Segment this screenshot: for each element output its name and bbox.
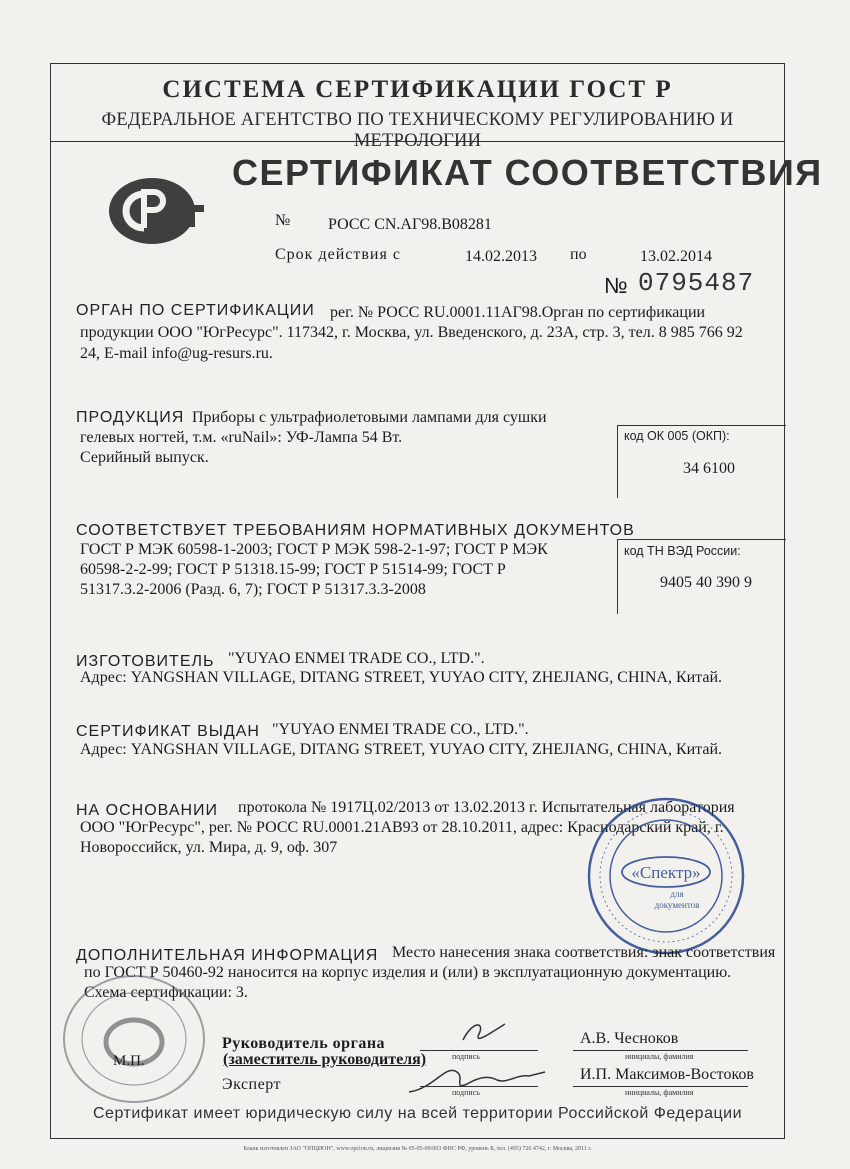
head-label: Руководитель органа — [222, 1035, 386, 1052]
mp-label: М.П. — [113, 1053, 145, 1069]
additional-line3: Схема сертификации: 3. — [84, 984, 248, 1001]
expert-name-caption: инициалы, фамилия — [625, 1088, 694, 1097]
cert-body-line3: 24, E-mail info@ug-resurs.ru. — [80, 345, 273, 362]
expert-name: И.П. Максимов-Востоков — [580, 1066, 754, 1083]
reg-number: РОСС CN.АГ98.В08281 — [328, 216, 492, 233]
validity-label: Срок действия с — [275, 246, 401, 263]
number-sign: № — [275, 212, 291, 229]
basis-line3: Новороссийск, ул. Мира, д. 9, оф. 307 — [80, 839, 338, 856]
product-label: ПРОДУКЦИЯ — [76, 409, 185, 426]
manufacturer-address: Адрес: YANGSHAN VILLAGE, DITANG STREET, YUYAO CITY, ZHEJIANG, CHINA, Китай. — [80, 669, 723, 686]
expert-signature — [405, 1058, 555, 1100]
cert-body-label: ОРГАН ПО СЕРТИФИКАЦИИ — [76, 302, 315, 319]
basis-label: НА ОСНОВАНИИ — [76, 802, 219, 819]
stamp-center-text: «Спектр» — [631, 863, 701, 882]
cert-body-line1: рег. № РОСС RU.0001.11АГ98.Орган по сертификации — [330, 304, 706, 321]
deputy-label: (заместитель руководителя) — [223, 1051, 427, 1068]
product-line1: Приборы с ультрафиолетовыми лампами для сушки — [192, 409, 547, 426]
legal-footer: Сертификат имеет юридическую силу на всей территории Российской Федерации — [92, 1105, 742, 1122]
agency-header: ФЕДЕРАЛЬНОЕ АГЕНТСТВО ПО ТЕХНИЧЕСКОМУ РЕГУЛИРОВАНИЮ И МЕТРОЛОГИИ — [101, 110, 734, 151]
spektr-stamp — [585, 795, 747, 957]
manufacturer-name: "YUYAO ENMEI TRADE CO., LTD.". — [228, 650, 485, 667]
additional-line1: Место нанесения знака соответствия: знак соответствия — [392, 944, 776, 961]
system-header: СИСТЕМА СЕРТИФИКАЦИИ ГОСТ Р — [162, 76, 673, 103]
okp-label: код ОК 005 (ОКП): — [624, 429, 730, 443]
expert-label: Эксперт — [222, 1076, 281, 1093]
expert-signature-caption: подпись — [452, 1088, 480, 1097]
manufacturer-label: ИЗГОТОВИТЕЛЬ — [76, 653, 215, 670]
head-signature-line — [420, 1050, 538, 1051]
tnved-label: код ТН ВЭД России: — [624, 544, 741, 558]
to-label: по — [570, 246, 587, 263]
standards-line3: 51317.3.2-2006 (Разд. 6, 7); ГОСТ Р 51317.3.3-2008 — [80, 581, 426, 598]
standards-line1: ГОСТ Р МЭК 60598-1-2003; ГОСТ Р МЭК 598-2-1-97; ГОСТ Р МЭК — [80, 541, 548, 558]
stamp-sub1: для — [670, 889, 684, 899]
blank-number: 0795487 — [638, 268, 755, 298]
head-signature-caption: подпись — [452, 1052, 480, 1061]
tnved-value: 9405 40 390 9 — [660, 574, 752, 591]
valid-from: 14.02.2013 — [465, 248, 537, 265]
issued-label: СЕРТИФИКАТ ВЫДАН — [76, 723, 260, 740]
head-name-caption: инициалы, фамилия — [625, 1052, 694, 1061]
gost-r-logo — [104, 172, 206, 250]
issued-address: Адрес: YANGSHAN VILLAGE, DITANG STREET, YUYAO CITY, ZHEJIANG, CHINA, Китай. — [80, 741, 723, 758]
basis-line1: протокола № 1917Ц.02/2013 от 13.02.2013 г. Испытательная лаборатория — [238, 799, 735, 816]
product-line2: гелевых ногтей, т.м. «ruNail»: УФ-Лампа 54 Вт. — [80, 429, 403, 446]
head-name: А.В. Чесноков — [580, 1030, 679, 1047]
standards-line2: 60598-2-2-99; ГОСТ Р 51318.15-99; ГОСТ Р 51514-99; ГОСТ Р — [80, 561, 506, 578]
basis-line2: ООО "ЮгРесурс", рег. № РОСС RU.0001.21АВ93 от 28.10.2011, адрес: Краснодарский край, г. — [80, 819, 724, 836]
expert-name-line — [573, 1086, 748, 1087]
printer-note: Бланк изготовлен ЗАО "ОПЦИОН", www.opcion.ru, лицензия № 05-05-09/003 ФНС РФ, уровень Б, тел. (495) 726 4742, г. Москва, 2011 г. — [243, 1146, 592, 1152]
head-name-line — [573, 1050, 748, 1051]
cert-body-line2: продукции ООО "ЮгРесурс". 117342, г. Москва, ул. Введенского, д. 23А, стр. 3, тел. 8 985 766 92 — [80, 324, 743, 341]
issued-name: "YUYAO ENMEI TRADE CO., LTD.". — [272, 721, 529, 738]
additional-label: ДОПОЛНИТЕЛЬНАЯ ИНФОРМАЦИЯ — [76, 947, 379, 964]
okp-value: 34 6100 — [683, 460, 735, 477]
head-signature — [455, 1016, 515, 1048]
certificate-title: СЕРТИФИКАТ СООТВЕТСТВИЯ — [232, 152, 823, 193]
stamp-sub2: документов — [654, 900, 700, 910]
product-line3: Серийный выпуск. — [80, 449, 209, 466]
valid-to: 13.02.2014 — [640, 248, 712, 265]
standards-label: СООТВЕТСТВУЕТ ТРЕБОВАНИЯМ НОРМАТИВНЫХ ДОКУМЕНТОВ — [76, 522, 635, 539]
additional-line2: по ГОСТ Р 50460-92 наносится на корпус изделия и (или) в эксплуатационную документацию. — [84, 964, 732, 981]
blank-number-sign: № — [604, 273, 628, 298]
gost-seal — [60, 972, 208, 1107]
